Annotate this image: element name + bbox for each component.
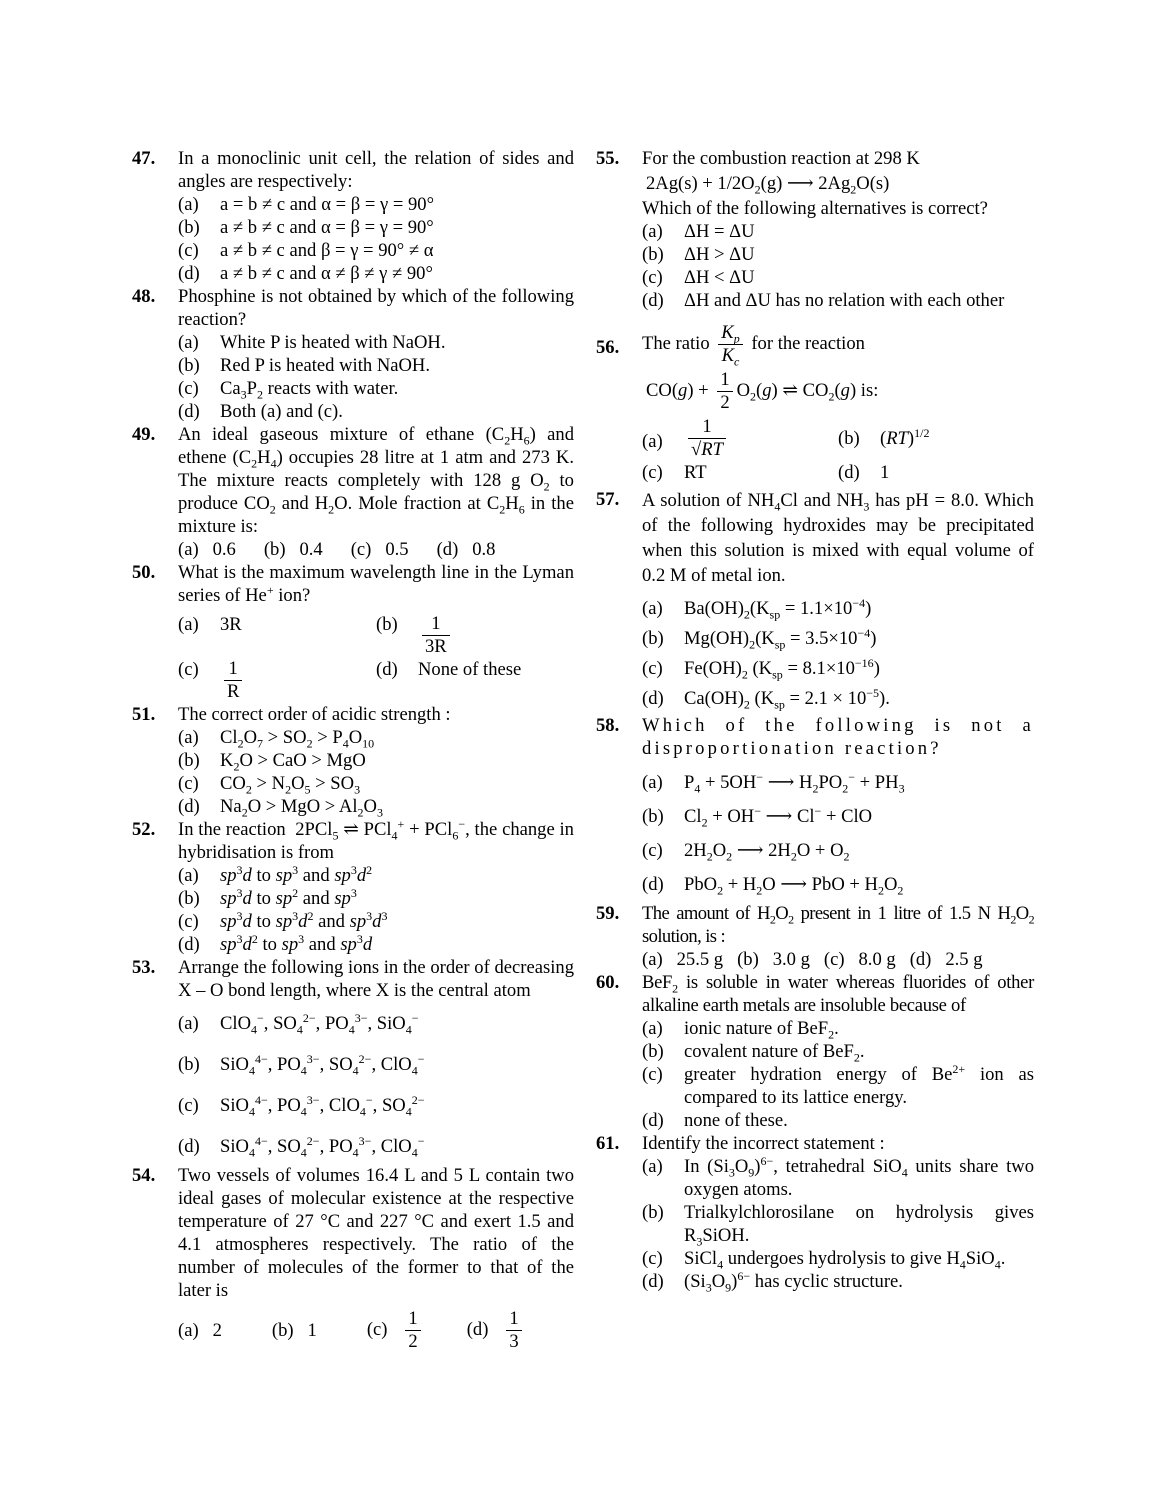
option-b: (b) $Cl_2 + OH^-$ ⟶ Cl− + ClO (642, 803, 873, 830)
question-stem: The correct order of acidic strength : (178, 704, 451, 725)
question-52 (128, 818, 574, 956)
option-d: (d) $Ca(OH)_2$ $(K_{sp} = 2.1 \times 10^{-5})$. (642, 685, 890, 712)
question-57 (592, 488, 1034, 714)
options-row (642, 416, 1034, 461)
option-b: (b) $Mg(OH)_2(K_{sp} = 3.5\times 10^{-4})$ (642, 625, 877, 652)
question-number: 47. (132, 148, 156, 169)
option-c: (c) RT (642, 462, 707, 483)
option-d: (d) Both (a) and (c). (178, 401, 343, 422)
question-number: 49. (132, 424, 156, 445)
question-stem: The amount of $H_2O_2$ present in 1 litre of 1.5 N $H_2O_2$ solution, is : (642, 903, 1035, 947)
option-c: (c) SiCl$_4$ undergoes hydrolysis to give $H_4SiO_4$. (642, 1248, 1006, 1272)
options-row (178, 613, 574, 658)
options-row (642, 461, 1034, 484)
option-c: (c) $CO_2 > N_2O_5 > SO_3$ (178, 773, 361, 797)
question-stem: The ratio $\frac{K_p}{K_c}$ for the reaction (642, 322, 865, 369)
question-58 (592, 714, 1034, 902)
question-53 (128, 956, 574, 1158)
option-d: (d) 1 (838, 462, 890, 483)
question-stem: Arrange the following ions in the order of decreasing X – O bond length, where X is the central atom (178, 957, 574, 1001)
question-number: 54. (132, 1165, 156, 1186)
question-stem: Two vessels of volumes 16.4 L and 5 L contain two ideal gases of molecular existence at the respective temperature of 27 °C and 227 °C and exert 1.5 and 4.1 atmospheres respectively. The ratio of the number of molecules of the former to that of the later is (178, 1165, 574, 1301)
option-a: (a) 3R (178, 614, 242, 635)
question-51 (128, 703, 574, 818)
right-column (592, 147, 1034, 1293)
question-47 (128, 147, 574, 285)
fraction: $\frac{1}{3}$ (506, 1308, 521, 1353)
question-stem: In the reaction 2PCl$_5$ ⇌ PCl$_4$+ + PCl$_6$−, the change in hybridisation is from (178, 816, 574, 863)
option-d: (d) none of these. (642, 1110, 788, 1131)
fraction: $\frac{1}{2}$ (717, 369, 732, 414)
question-59 (592, 902, 1034, 971)
options-row (178, 658, 574, 703)
question-stem: Phosphine is not obtained by which of the following reaction? (178, 286, 574, 330)
question-50 (128, 561, 574, 703)
option-a: (a) $Ba(OH)_2(K_{sp} = 1.1\times 10^{-4})$ (642, 595, 872, 622)
question-stem: An ideal gaseous mixture of ethane $(C_2H_6)$ and ethene $(C_2H_4)$ occupies 28 litre at 1 atm and 273 K. The mixture reacts completely with 128 g $O_2$ to produce $CO_2$ and $H_2O$. Mole fraction at $C_2H_6$ in the mixture is: (178, 424, 574, 537)
option-b: (b) $sp^3d$ to $sp^2$ and $sp^3$ (178, 885, 357, 909)
question-stem: In a monoclinic unit cell, the relation of sides and angles are respectively: (178, 148, 574, 192)
question-number: 51. (132, 704, 156, 725)
option-c: (c) $2H_2O_2$ ⟶ $2H_2O + O_2$ (642, 840, 850, 864)
option-c: (c) $Ca_3P_2$ reacts with water. (178, 378, 399, 402)
question-49 (128, 423, 574, 561)
option-b: (b) a ≠ b ≠ c and α = β = γ = 90° (178, 217, 434, 238)
option-c: (c) $Fe(OH)_2$ $(K_{sp} = 8.1\times 10^{-16})$ (642, 655, 880, 682)
question-text: Which of the following alternatives is correct? (642, 198, 988, 219)
question-stem: For the combustion reaction at 298 K (642, 148, 920, 169)
option-b: (b) (RT)$^{1/2}$ (838, 425, 930, 449)
option-d: (d) SiO$_4^{4-}$, $SO_4^{2-}$, $PO_4^{3-}$, ClO$_4$− (178, 1133, 425, 1160)
option-c: (c) greater hydration energy of $Be^{2+}$ ion as compared to its lattice energy. (642, 1061, 1035, 1108)
fraction: $\frac{1}{2}$ (405, 1308, 420, 1353)
question-number: 55. (596, 148, 620, 169)
option-c: (c) SiO$_4^{4-}$, $PO_4^{3-}$, ClO$_4$−, $SO_4^{2-}$ (178, 1092, 425, 1119)
reaction-equation: $2Ag(s) + 1/2O_2(g)$ ⟶ $2Ag_2O(s)$ (646, 173, 890, 197)
option-d: (d) $sp^3d^2$ to $sp^3$ and $sp^3d$ (178, 931, 373, 955)
reaction-equation: CO(g) + $\frac{1}{2}$ $O_2(g)$ ⇌ $CO_2(g)$ is: (646, 369, 879, 413)
option-d: (d) ΔH and ΔU has no relation with each other (642, 290, 1005, 311)
option-a: (a) White P is heated with NaOH. (178, 332, 446, 353)
option-c: (c) $\frac{1}{R}$ (178, 658, 376, 703)
question-number: 61. (596, 1133, 620, 1154)
question-number: 53. (132, 957, 156, 978)
question-55 (592, 147, 1034, 312)
option-a: (a) In $(Si_3O_9)^{6-}$, tetrahedral SiO$_4$ units share two oxygen atoms. (642, 1153, 1034, 1200)
fraction: $\frac{K_p}{K_c}$ (718, 322, 742, 367)
options-row: (a) 2 (b) 1 (c) $\frac{1}{2}$ (d) $\frac{1}{3}$ (178, 1308, 574, 1353)
option-c: (c) $sp^3d$ to $sp^3d^2$ and $sp^3d^3$ (178, 908, 388, 932)
option-c: (c) ΔH < ΔU (642, 267, 755, 288)
option-b: (b) $\frac{1}{3R}$ (376, 613, 574, 658)
option-b: (b) covalent nature of BeF$_2$. (642, 1041, 865, 1065)
option-d: (d) $PbO_2 + H_2O$ ⟶ PbO + $H_2O_2$ (642, 874, 904, 898)
question-number: 56. (596, 337, 620, 358)
fraction: $\frac{1}{√RT}$ (688, 416, 726, 461)
option-b: (b) SiO$_4^{4-}$, $PO_4^{3-}$, $SO_4^{2-}$, ClO$_4$− (178, 1051, 425, 1078)
option-a: (a) a = b ≠ c and α = β = γ = 90° (178, 194, 435, 215)
option-d: (d) None of these (376, 659, 522, 680)
option-a: (a) ionic nature of BeF$_2$. (642, 1018, 839, 1042)
question-number: 52. (132, 819, 156, 840)
option-c: (c) a ≠ b ≠ c and β = γ = 90° ≠ α (178, 240, 434, 261)
options-row: (a) 25.5 g (b) 3.0 g (c) 8.0 g (d) 2.5 g (642, 949, 983, 970)
left-column (128, 147, 574, 1353)
option-a: (a) $\frac{1}{√RT}$ (642, 416, 838, 461)
question-stem: A solution of $NH_4Cl$ and $NH_3$ has pH = 8.0. Which of the following hydroxides may be precipitated when this solution is mixed with equal volume of 0.2 M of metal ion. (642, 490, 1034, 586)
question-60 (592, 971, 1034, 1132)
option-b: (b) Trialkylchlorosilane on hydrolysis gives $R_3SiOH$. (642, 1202, 1034, 1249)
question-number: 59. (596, 903, 620, 924)
option-d: (d) $(Si_3O_9)^{6-}$ has cyclic structure. (642, 1268, 903, 1295)
option-b: (b) Red P is heated with NaOH. (178, 355, 431, 376)
question-number: 48. (132, 286, 156, 307)
question-number: 60. (596, 972, 620, 993)
question-number: 57. (596, 489, 620, 510)
question-54 (128, 1164, 574, 1353)
question-stem: Which of the following is not a disproportionation reaction? (642, 715, 1034, 759)
option-b: (b) ΔH > ΔU (642, 244, 755, 265)
question-stem: Identify the incorrect statement : (642, 1133, 885, 1154)
question-stem: BeF$_2$ is soluble in water whereas fluorides of other alkaline earth metals are insoluble because of (642, 972, 1034, 1016)
option-d: (d) $Na_2O$ > MgO > $Al_2O_3$ (178, 796, 383, 820)
question-48 (128, 285, 574, 423)
option-a: (a) $sp^3d$ to $sp^3$ and $sp^3d^2$ (178, 862, 373, 886)
option-a: (a) $Cl_2O_7 > SO_2 > P_4O_{10}$ (178, 727, 375, 751)
fraction: $\frac{1}{3R}$ (422, 613, 450, 658)
question-stem: What is the maximum wavelength line in the Lyman series of He+ ion? (178, 562, 574, 606)
question-56 (592, 322, 1034, 484)
option-a: (a) $P_4 + 5OH^-$ ⟶ $H_2PO_2^- + PH_3$ (642, 769, 905, 796)
option-b: (b) $K_2O$ > CaO > MgO (178, 750, 366, 774)
options-row: (a) 0.6 (b) 0.4 (c) 0.5 (d) 0.8 (178, 539, 496, 560)
option-d: (d) a ≠ b ≠ c and α ≠ β ≠ γ ≠ 90° (178, 263, 433, 284)
question-number: 58. (596, 715, 620, 736)
fraction: $\frac{1}{R}$ (224, 658, 242, 703)
option-a: (a) ΔH = ΔU (642, 221, 755, 242)
option-a: (a) ClO$_4$−, $SO_4^{2-}$, $PO_4^{3-}$, SiO$_4$− (178, 1010, 419, 1037)
question-61 (592, 1132, 1034, 1293)
question-number: 50. (132, 562, 156, 583)
